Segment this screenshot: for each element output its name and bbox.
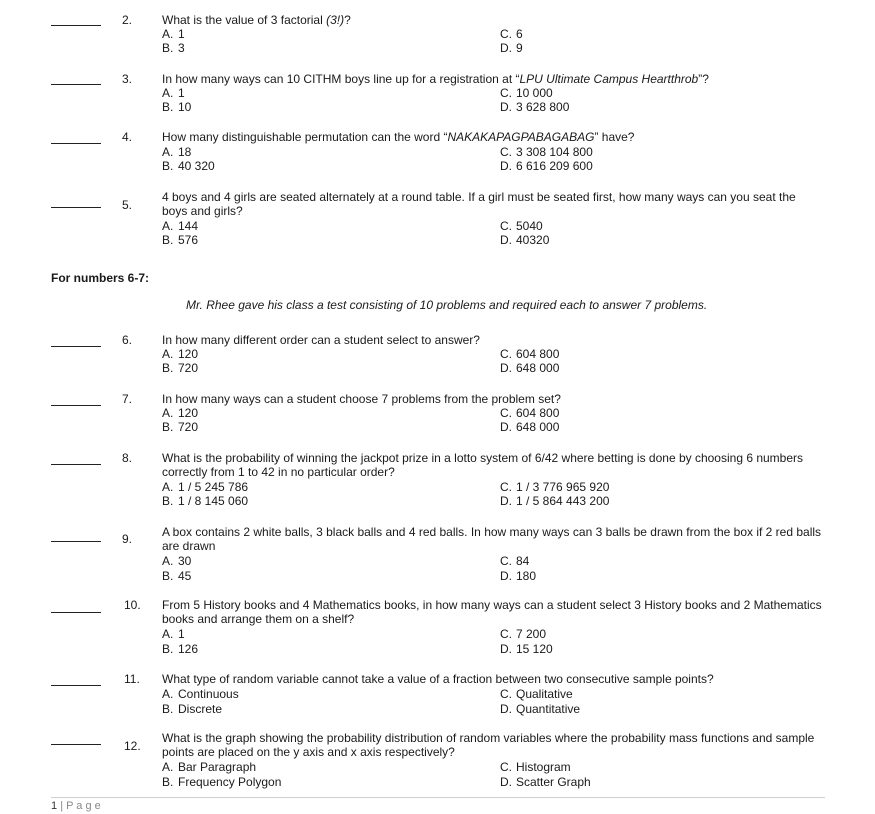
option-c: C. 84 [500,554,530,568]
option-d: D. 9 [500,41,523,55]
option-c: C. Qualitative [500,687,573,701]
option-b: B. 720 [162,420,199,434]
option-a: A. 1 [162,86,185,100]
option-d: D. 15 120 [500,642,553,656]
question-text: What is the graph showing the probability distribution of random variables where the probability mass functions and sample points are placed on the y axis and x axis respectively? [162,731,815,759]
option-a: A. 1 [162,627,185,641]
option-b: B. 126 [162,642,199,656]
question-number: 5. [122,198,133,212]
option-d: D. 180 [500,569,537,583]
option-a: A. Bar Paragraph [162,760,257,774]
option-d: D. 3 628 800 [500,100,570,114]
question-number: 2. [122,13,133,27]
option-b: B. 1 / 8 145 060 [162,494,249,508]
option-a: A. 120 [162,347,199,361]
option-c: C. 604 800 [500,347,560,361]
question-number: 12. [124,739,141,753]
option-a: A. Continuous [162,687,239,701]
option-d: D. Quantitative [500,702,581,716]
option-c: C. 3 308 104 800 [500,145,593,159]
option-b: B. Frequency Polygon [162,775,282,789]
option-b: B. 576 [162,233,199,247]
page-label: P a g e [66,800,101,812]
page-footer [51,797,825,814]
question-text: 4 boys and 4 girls are seated alternately at a round table. If a girl must be seated first, how many ways can you seat the boys and girls? [162,190,796,218]
question-text: What is the probability of winning the jackpot prize in a lotto system of 6/42 where betting is done by choosing 6 numbers correctly from 1 to 42 in no particular order? [162,451,804,479]
option-c: C. 1 / 3 776 965 920 [500,480,610,494]
option-a: A. 120 [162,406,199,420]
answer-blank[interactable] [51,612,101,613]
question-number: 10. [124,598,141,612]
section-heading: For numbers 6-7: [51,271,150,285]
option-b: B. 3 [162,41,185,55]
answer-blank[interactable] [51,405,101,406]
question-text: What type of random variable cannot take a value of a fraction between two consecutive sample points? [162,672,714,686]
question-text: In how many ways can a student choose 7 problems from the problem set? [162,392,561,406]
option-a: A. 18 [162,145,192,159]
answer-blank[interactable] [51,346,101,347]
option-a: A. 30 [162,554,192,568]
question-number: 7. [122,392,133,406]
question-number: 8. [122,451,133,465]
question-text: What is the value of 3 factorial (3!)? [162,13,351,27]
option-d: D. 40320 [500,233,550,247]
question-text: How many distinguishable permutation can the word “NAKAKAPAGPABAGABAG” have? [162,130,635,144]
option-b: B. 720 [162,361,199,375]
footer-separator: | [60,800,64,812]
section-intro: Mr. Rhee gave his class a test consisting of 10 problems and required each to answer 7 problems. [186,298,708,312]
question-number: 3. [122,72,133,86]
option-c: C. 604 800 [500,406,560,420]
option-b: B. 40 320 [162,159,215,173]
option-b: B. 45 [162,569,192,583]
answer-blank[interactable] [51,207,101,208]
question-text: A box contains 2 white balls, 3 black balls and 4 red balls. In how many ways can 3 balls be drawn from the box if 2 red balls are drawn [162,525,822,553]
answer-blank[interactable] [51,25,101,26]
answer-blank[interactable] [51,685,101,686]
option-d: D. 1 / 5 864 443 200 [500,494,610,508]
question-text: In how many ways can 10 CITHM boys line up for a registration at “LPU Ultimate Campus Heartthrob”? [162,72,709,86]
question-number: 6. [122,333,133,347]
option-c: C. Histogram [500,760,571,774]
option-b: B. Discrete [162,702,223,716]
option-b: B. 10 [162,100,192,114]
option-d: D. Scatter Graph [500,775,591,789]
answer-blank[interactable] [51,84,101,85]
option-a: A. 144 [162,219,199,233]
answer-blank[interactable] [51,464,101,465]
option-c: C. 10 000 [500,86,553,100]
option-d: D. 648 000 [500,361,560,375]
answer-blank[interactable] [51,541,101,542]
question-text: From 5 History books and 4 Mathematics books, in how many ways can a student select 3 History books and 2 Mathematics books and arrange them on a shelf? [162,598,822,626]
question-number: 9. [122,532,133,546]
option-c: C. 5040 [500,219,543,233]
option-c: C. 6 [500,27,523,41]
answer-blank[interactable] [51,744,101,745]
question-number: 4. [122,130,133,144]
option-c: C. 7 200 [500,627,547,641]
option-d: D. 6 616 209 600 [500,159,593,173]
option-a: A. 1 / 5 245 786 [162,480,249,494]
question-text: In how many different order can a student select to answer? [162,333,480,347]
option-d: D. 648 000 [500,420,560,434]
answer-blank[interactable] [51,143,101,144]
question-number: 11. [124,672,140,686]
option-a: A. 1 [162,27,185,41]
page-number: 1 [51,800,58,812]
